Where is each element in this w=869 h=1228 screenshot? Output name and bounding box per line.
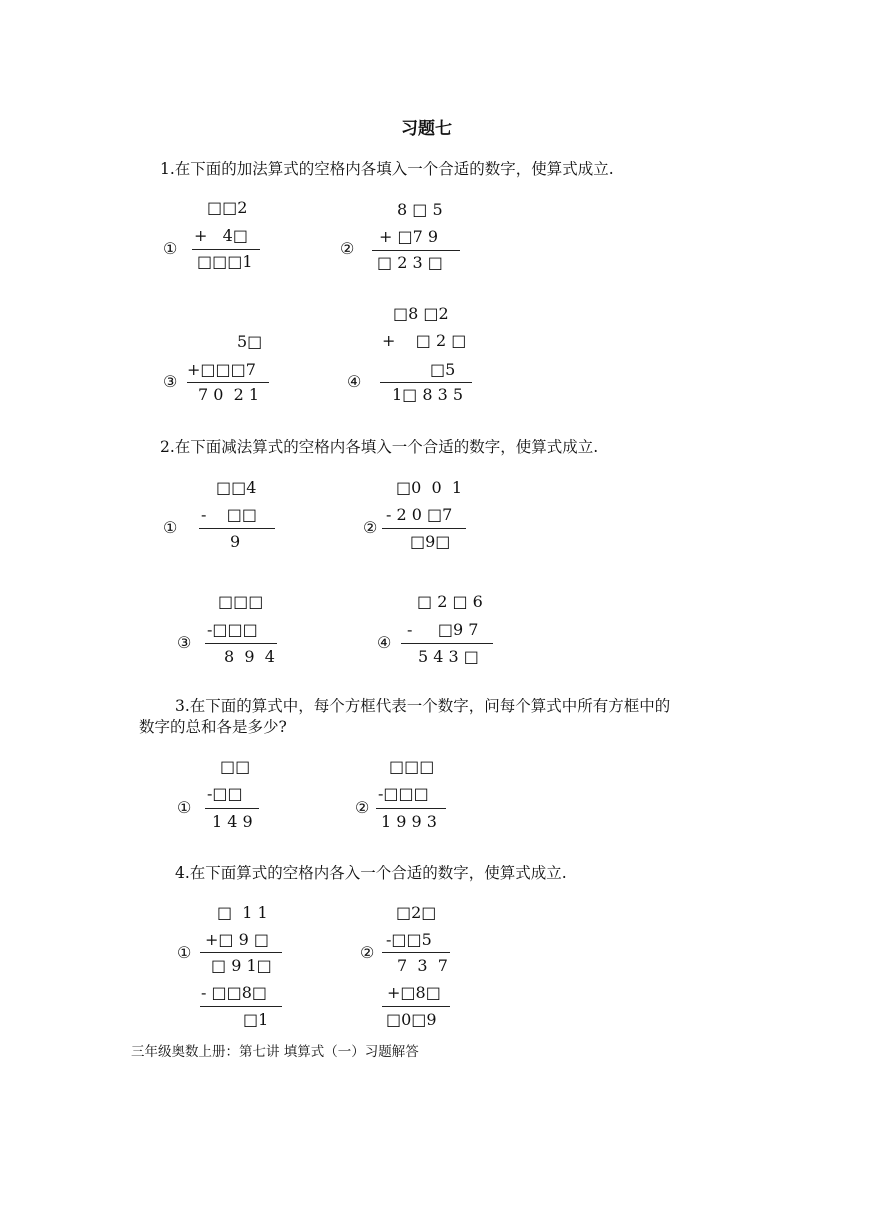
q3p2-row1: □□□ xyxy=(389,757,435,776)
q4p1-label: ① xyxy=(177,943,192,962)
q2p2-row1: □0 0 1 xyxy=(396,478,462,497)
q3p1-row2: -□□ xyxy=(207,784,243,803)
q1p2-row3: □ 2 3 □ xyxy=(377,253,443,272)
q4p1-row2: +□ 9 □ xyxy=(205,930,269,949)
q2p3-label: ③ xyxy=(177,633,192,652)
worksheet-title: 习题七 xyxy=(401,119,452,139)
q1p3-row1: 5□ xyxy=(237,332,263,351)
q2p3-diff-line xyxy=(205,643,277,644)
q1p4-row1: □8 □2 xyxy=(393,304,449,323)
question-2-text: 2.在下面减法算式的空格内各填入一个合适的数字，使算式成立. xyxy=(160,438,599,456)
q2p4-diff-line xyxy=(401,643,493,644)
page-footer: 三年级奥数上册：第七讲 填算式（一）习题解答 xyxy=(131,1044,419,1060)
q2p3-row1: □□□ xyxy=(218,592,264,611)
q3p2-row2: -□□□ xyxy=(378,784,429,803)
q3p2-diff-line xyxy=(376,808,446,809)
q4p2-diff-line xyxy=(382,952,450,953)
q2p1-label: ① xyxy=(163,518,178,537)
q1p1-label: ① xyxy=(163,239,178,258)
q1p2-sum-line xyxy=(372,250,460,251)
q4p1-row1: □ 1 1 xyxy=(217,903,268,922)
q2p1-row1: □□4 xyxy=(216,478,257,497)
q2p3-row2: -□□□ xyxy=(207,620,258,639)
q1p3-row2: +□□□7 xyxy=(187,360,256,379)
q1p4-sum-line xyxy=(380,382,472,383)
q1p4-label: ④ xyxy=(347,372,362,391)
question-3-text-line2: 数字的总和各是多少? xyxy=(139,718,287,736)
q2p2-row3: □9□ xyxy=(410,532,451,551)
q4p2-row1: □2□ xyxy=(396,903,437,922)
q2p4-label: ④ xyxy=(377,633,392,652)
q2p4-row3: 5 4 3 □ xyxy=(418,647,479,666)
q3p1-row3: 1 4 9 xyxy=(212,812,253,831)
q4p1-sum-line xyxy=(200,952,282,953)
q2p2-diff-line xyxy=(382,528,466,529)
q1p1-row1: □□2 xyxy=(207,198,248,217)
q4p2-row2: -□□5 xyxy=(386,930,432,949)
question-1-text: 1.在下面的加法算式的空格内各填入一个合适的数字，使算式成立. xyxy=(160,160,614,178)
q2p4-row2: - □9 7 xyxy=(407,620,479,639)
q2p2-row2: - 2 0 □7 xyxy=(386,505,453,524)
q4p1-row5: □1 xyxy=(243,1010,269,1029)
q3p1-diff-line xyxy=(205,808,259,809)
q4p2-row3: 7 3 7 xyxy=(397,956,448,975)
q2p1-diff-line xyxy=(199,528,275,529)
q4p2-label: ② xyxy=(360,943,375,962)
q3p2-label: ② xyxy=(355,798,370,817)
q2p4-row1: □ 2 □ 6 xyxy=(417,592,483,611)
q1p4-row4: 1□ 8 3 5 xyxy=(392,385,464,404)
q3p1-row1: □□ xyxy=(220,757,251,776)
q1p4-row3: □5 xyxy=(430,360,456,379)
q1p3-label: ③ xyxy=(163,372,178,391)
q1p2-label: ② xyxy=(340,239,355,258)
question-3-text-line1: 3.在下面的算式中，每个方框代表一个数字，问每个算式中所有方框中的 xyxy=(175,697,671,715)
question-4-text: 4.在下面算式的空格内各入一个合适的数字，使算式成立. xyxy=(175,864,567,882)
q2p3-row3: 8 9 4 xyxy=(224,647,275,666)
q4p2-sum-line xyxy=(382,1006,450,1007)
q2p1-row2: - □□ xyxy=(201,505,257,524)
q1p1-row3: □□□1 xyxy=(197,252,253,271)
q1p1-sum-line xyxy=(192,249,260,250)
q2p2-label: ② xyxy=(363,518,378,537)
q4p1-row3: □ 9 1□ xyxy=(211,956,272,975)
q1p3-sum-line xyxy=(187,382,269,383)
q1p2-row2: + □7 9 xyxy=(379,227,439,246)
q1p1-row2: + 4□ xyxy=(194,226,248,245)
q1p4-row2: + □ 2 □ xyxy=(382,331,467,350)
q4p2-row4: +□8□ xyxy=(387,983,441,1002)
q1p3-row3: 7 0 2 1 xyxy=(198,385,260,404)
q4p1-row4: - □□8□ xyxy=(201,983,268,1002)
q4p2-row5: □0□9 xyxy=(386,1010,437,1029)
q2p1-row3: 9 xyxy=(230,532,241,551)
q4p1-diff-line xyxy=(200,1006,282,1007)
q3p1-label: ① xyxy=(177,798,192,817)
q1p2-row1: 8 □ 5 xyxy=(397,200,443,219)
q3p2-row3: 1 9 9 3 xyxy=(381,812,437,831)
